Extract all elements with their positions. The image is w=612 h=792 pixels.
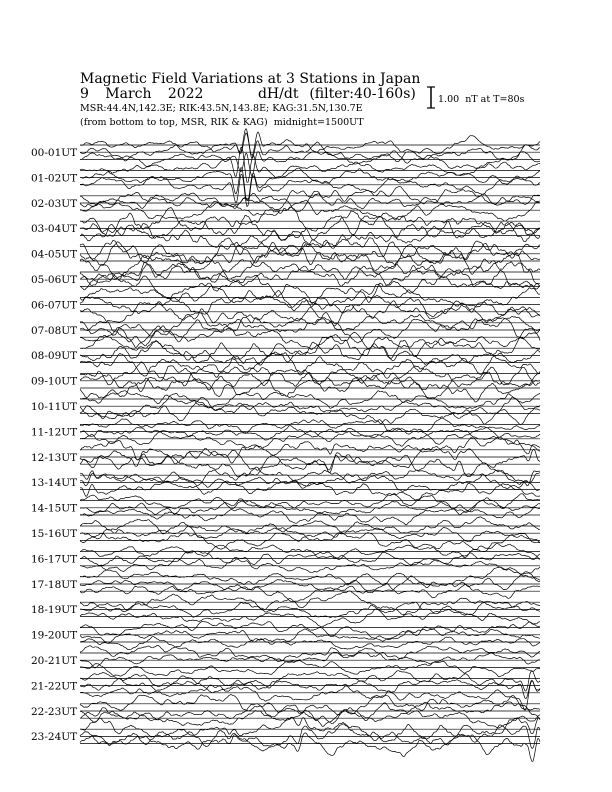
row-label: 12-13UT: [31, 451, 78, 464]
row-label: 01-02UT: [31, 172, 78, 185]
row-label: 14-15UT: [31, 502, 78, 515]
row-label: 05-06UT: [31, 274, 78, 286]
station-coordinates: MSR:44.4N,142.3E; RIK:43.5N,143.8E; KAG:31.5N,130.7E: [80, 103, 363, 114]
row-label: 18-19UT: [31, 604, 78, 617]
row-11-12ut: [31, 418, 540, 451]
trace-kag-15-16ut: [80, 517, 540, 534]
trace-rik-21-22ut: [80, 678, 540, 698]
row-18-19ut: [31, 591, 540, 627]
chart-title: Magnetic Field Variations at 3 Stations in Japan: [80, 71, 421, 87]
row-label: 23-24UT: [31, 731, 78, 744]
row-22-23ut: [31, 695, 540, 729]
row-10-11ut: [31, 391, 540, 425]
row-02-03ut: [31, 187, 540, 222]
trace-kag-12-13ut: [80, 437, 540, 464]
row-07-08ut: [31, 313, 540, 350]
trace-msr-23-24ut: [80, 733, 540, 762]
row-15-16ut: [31, 517, 540, 550]
trace-msr-12-13ut: [80, 451, 540, 486]
row-label: 17-18UT: [31, 578, 78, 591]
row-14-15ut: [31, 494, 540, 525]
trace-msr-13-14ut: [80, 480, 540, 500]
row-label: 21-22UT: [31, 680, 78, 693]
station-order-note: (from bottom to top, MSR, RIK & KAG) midnight=1500UT: [80, 117, 364, 128]
row-label: 22-23UT: [31, 705, 78, 718]
row-19-20ut: [31, 621, 540, 649]
row-label: 00-01UT: [31, 147, 78, 159]
row-label: 09-10UT: [31, 375, 78, 388]
row-12-13ut: [31, 437, 540, 485]
row-06-07ut: [31, 284, 540, 326]
trace-kag-16-17ut: [80, 543, 540, 560]
trace-kag-20-21ut: [80, 645, 540, 661]
row-label: 15-16UT: [31, 528, 78, 540]
row-16-17ut: [31, 543, 540, 575]
row-23-24ut: [31, 717, 540, 761]
trace-kag-13-14ut: [80, 467, 540, 486]
row-label: 19-20UT: [31, 629, 78, 642]
row-label: 07-08UT: [31, 324, 78, 337]
row-label: 11-12UT: [31, 426, 78, 439]
trace-msr-18-19ut: [80, 609, 540, 627]
row-label: 03-04UT: [31, 223, 78, 236]
row-03-04ut: [31, 207, 540, 255]
row-label: 08-09UT: [31, 350, 78, 363]
row-label: 02-03UT: [31, 197, 78, 210]
chart-date-line: 9 March 2022 dH/dt (filter:40-160s): [80, 86, 416, 102]
trace-msr-16-17ut: [80, 558, 540, 574]
trace-kag-00-01ut: [80, 129, 540, 156]
row-label: 20-21UT: [31, 655, 78, 667]
row-label: 06-07UT: [31, 299, 78, 312]
trace-msr-05-06ut: [80, 273, 540, 303]
trace-kag-21-22ut: [80, 671, 540, 691]
trace-msr-17-18ut: [80, 583, 540, 601]
row-label: 10-11UT: [31, 401, 78, 413]
row-label: 16-17UT: [31, 553, 78, 566]
row-label: 13-14UT: [31, 477, 78, 490]
trace-rik-14-15ut: [80, 499, 540, 515]
row-17-18ut: [31, 567, 540, 602]
scale-bar: [427, 87, 435, 108]
scale-bar-label: 1.00 nT at T=80s: [438, 94, 525, 105]
row-20-21ut: [31, 645, 540, 677]
trace-msr-03-04ut: [80, 221, 540, 255]
trace-msr-11-12ut: [80, 428, 540, 452]
row-00-01ut: [31, 129, 540, 176]
row-04-05ut: [31, 235, 540, 280]
trace-msr-19-20ut: [80, 637, 540, 650]
row-label: 04-05UT: [31, 248, 78, 261]
trace-kag-06-07ut: [80, 284, 540, 307]
trace-kag-18-19ut: [80, 591, 540, 615]
